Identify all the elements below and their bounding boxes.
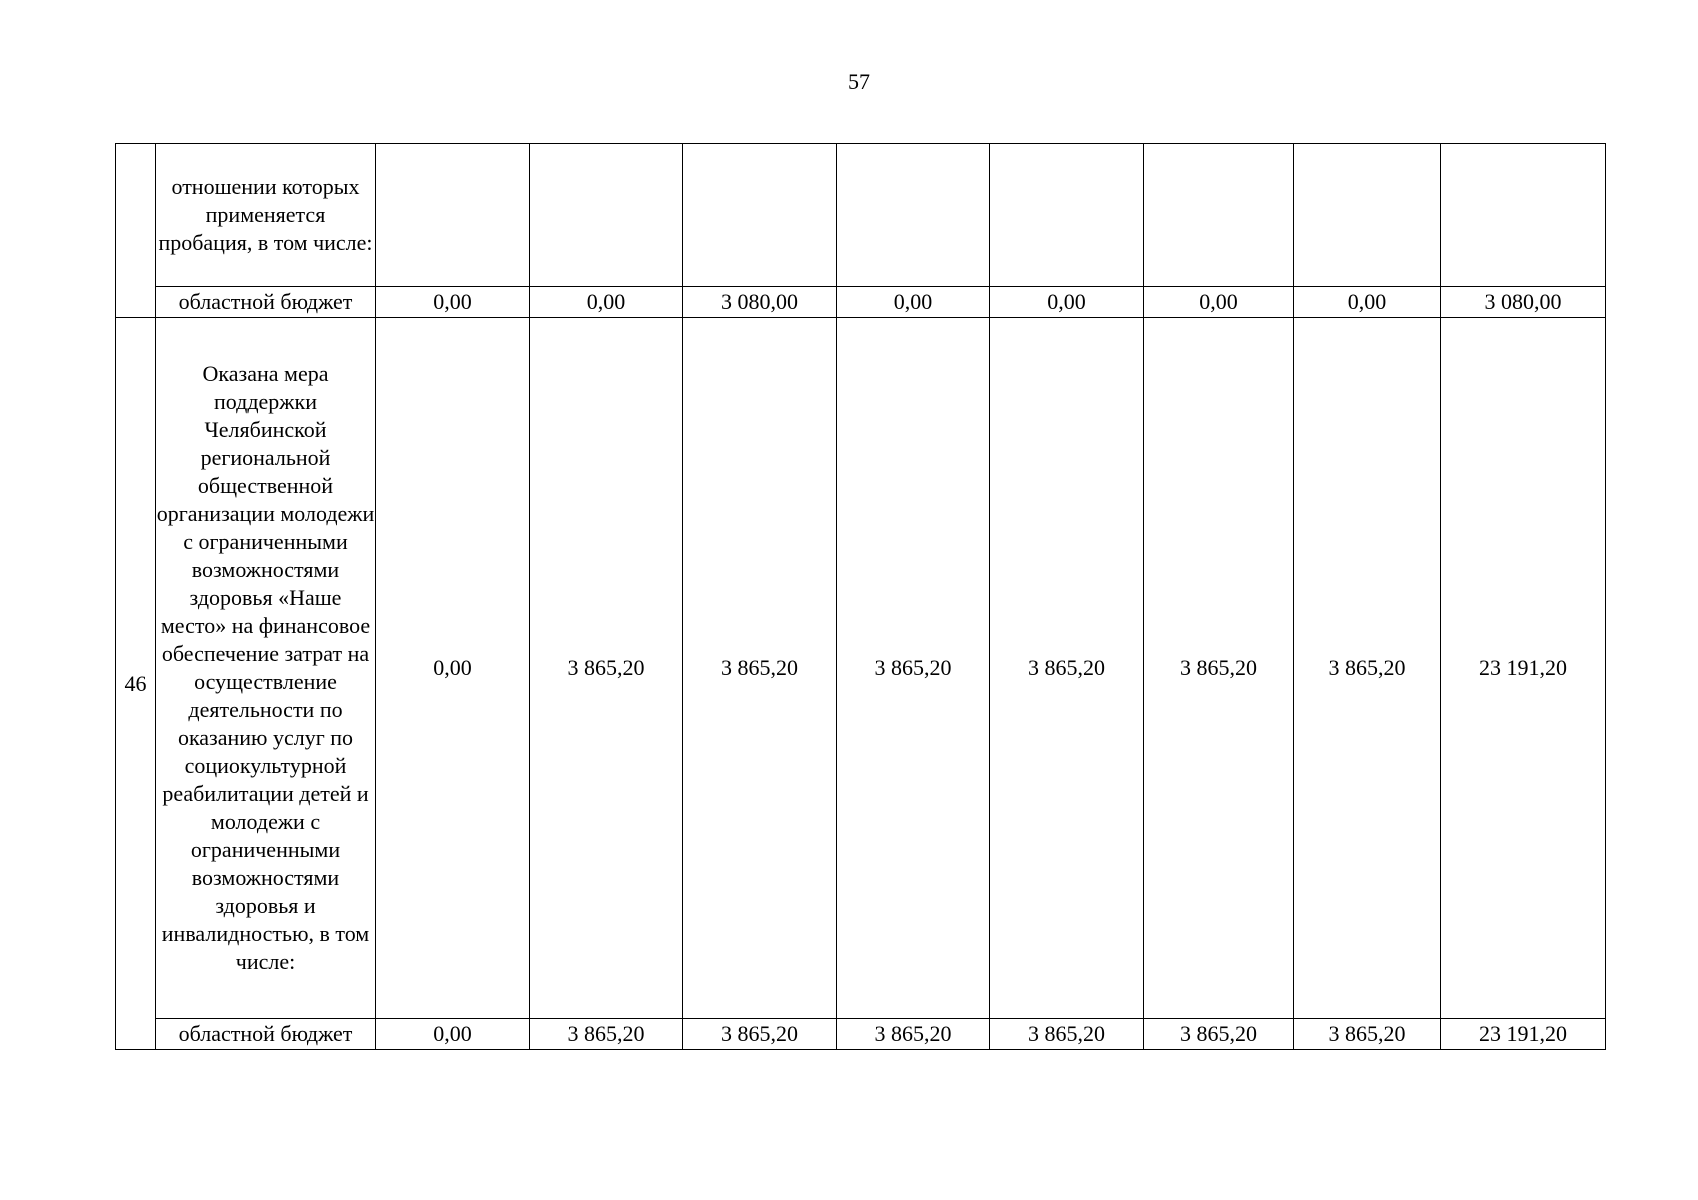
value-cell: 3 865,20 [1294,1019,1441,1050]
page-number: 57 [848,69,870,94]
value-cell: 0,00 [990,287,1144,318]
table-row [116,144,1606,287]
table-row [116,1019,1606,1050]
value-cell: 3 865,20 [530,1019,683,1050]
value-cell: 3 865,20 [530,318,683,1019]
total-cell: 23 191,20 [1441,318,1606,1019]
total-cell: 23 191,20 [1441,1019,1606,1050]
value-cell [990,144,1144,287]
value-cell: 0,00 [530,287,683,318]
value-cell [1144,144,1294,287]
value-cell: 0,00 [1144,287,1294,318]
value-cell: 3 865,20 [990,1019,1144,1050]
budget-label: областной бюджет [156,287,376,318]
value-cell: 0,00 [837,287,990,318]
value-cell: 3 865,20 [1144,1019,1294,1050]
total-cell: 3 080,00 [1441,287,1606,318]
value-cell [530,144,683,287]
value-cell: 3 865,20 [990,318,1144,1019]
budget-label: областной бюджет [156,1019,376,1050]
value-cell: 3 865,20 [683,318,837,1019]
row-number-cell [116,144,156,318]
value-cell [1294,144,1441,287]
total-cell [1441,144,1606,287]
table-row [116,287,1606,318]
value-cell: 3 865,20 [837,318,990,1019]
value-cell: 0,00 [376,287,530,318]
value-cell: 0,00 [376,318,530,1019]
value-cell [376,144,530,287]
measure-description: отношении которых применяется пробация, в том числе: [156,144,376,287]
value-cell: 3 865,20 [837,1019,990,1050]
value-cell [837,144,990,287]
value-cell: 3 080,00 [683,287,837,318]
value-cell: 3 865,20 [1144,318,1294,1019]
value-cell: 3 865,20 [1294,318,1441,1019]
value-cell: 0,00 [1294,287,1441,318]
row-number-cell: 46 [116,318,156,1050]
table-row [116,318,1606,1019]
budget-table [115,143,1606,1050]
value-cell: 0,00 [376,1019,530,1050]
measure-description: Оказана мера поддержки Челябинской региональной общественной организации молодежи с ограниченными возможностями здоровья «Наше место» на финансовое обеспечение затрат на осуществление деятельности по оказанию услуг по социокультурной реабилитации детей и молодежи с ограниченными возможностями здоровья и инвалидностью, в том числе: [156,318,376,1019]
value-cell: 3 865,20 [683,1019,837,1050]
value-cell [683,144,837,287]
